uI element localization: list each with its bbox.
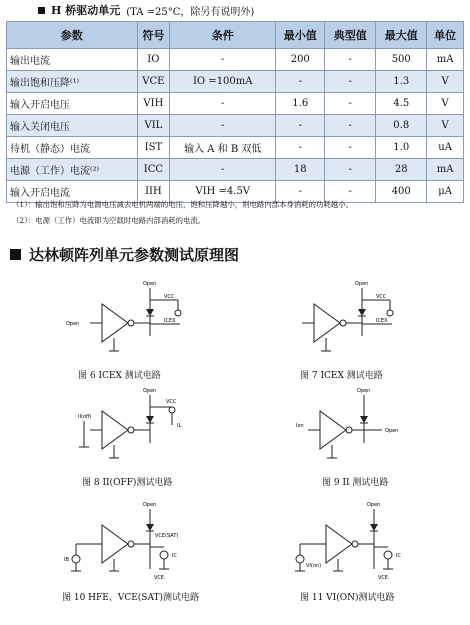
svg-text:VCC: VCC (164, 294, 175, 300)
table-header-cell: 条件 (170, 22, 276, 49)
table-row (7, 115, 464, 137)
table-header-cell: 典型值 (325, 22, 376, 49)
fig7-circuit-diagram (280, 276, 420, 358)
fig8-circuit-diagram (60, 383, 200, 465)
spec-table (6, 21, 464, 203)
section-heading-darlington (10, 244, 239, 265)
table-cell: 18 (276, 159, 325, 181)
svg-text:Open: Open (143, 388, 157, 394)
section-heading-h-bridge (38, 2, 254, 18)
table-cell: - (170, 159, 276, 181)
table-cell: - (170, 115, 276, 137)
table-cell: IO (137, 49, 170, 71)
table-cell: 输入关闭电压 (7, 115, 138, 137)
table-cell: V (427, 115, 464, 137)
table-cell: - (170, 93, 276, 115)
table-cell: 输入 A 和 B 双低 (170, 137, 276, 159)
svg-text:Ion: Ion (296, 423, 304, 429)
table-cell: - (325, 137, 376, 159)
table-cell: 输出电流 (7, 49, 138, 71)
svg-text:VCE(SAT): VCE(SAT) (155, 533, 179, 539)
section-title: H 桥驱动单元 (51, 4, 121, 17)
fig10-caption: 图 10 HFE、VCE(SAT)测试电路 (62, 593, 199, 603)
table-header-cell: 最大值 (376, 22, 427, 49)
table-cell: V (427, 71, 464, 93)
table-cell: - (325, 93, 376, 115)
svg-text:IB: IB (64, 557, 69, 563)
svg-text:IC: IC (396, 553, 401, 559)
table-cell: - (276, 181, 325, 203)
section2-title: 达林顿阵列单元参数测试原理图 (29, 246, 240, 264)
table-header-cell: 符号 (137, 22, 170, 49)
table-cell: VIH =4.5V (170, 181, 276, 203)
table-cell: - (276, 115, 325, 137)
table-cell: mA (427, 159, 464, 181)
fig10-circuit-diagram (60, 497, 200, 582)
table-cell: 输出饱和压降⁽¹⁾ (7, 71, 138, 93)
table-header-cell: 参数 (7, 22, 138, 49)
table-cell: 电源（工作）电流⁽²⁾ (7, 159, 138, 181)
bullet-icon (10, 249, 21, 260)
table-cell: 400 (376, 181, 427, 203)
svg-text:Open: Open (143, 502, 157, 508)
fig9-circuit-diagram (290, 383, 420, 465)
table-row (7, 49, 464, 71)
fig8-caption: 图 8 II(OFF)测试电路 (82, 478, 173, 488)
svg-text:VCE: VCE (154, 575, 165, 581)
svg-text:IC: IC (172, 553, 177, 559)
table-cell: VIH (137, 93, 170, 115)
svg-text:Open: Open (143, 281, 157, 287)
table-cell: V (427, 93, 464, 115)
svg-text:ICEX: ICEX (164, 318, 176, 324)
table-row (7, 137, 464, 159)
bullet-icon (38, 7, 45, 14)
table-cell: - (325, 159, 376, 181)
svg-text:VCE: VCE (378, 575, 389, 581)
table-cell: 1.3 (376, 71, 427, 93)
table-cell: VCE (137, 71, 170, 93)
fig7-caption: 图 7 ICEX 测试电路 (300, 371, 383, 381)
table-cell: μA (427, 181, 464, 203)
svg-text:Open: Open (66, 321, 80, 327)
table-cell: - (325, 71, 376, 93)
table-cell: 28 (376, 159, 427, 181)
fig11-circuit-diagram (280, 497, 420, 582)
table-cell: 4.5 (376, 93, 427, 115)
table-header-cell: 最小值 (276, 22, 325, 49)
fig6-caption: 图 6 ICEX 测试电路 (78, 371, 161, 381)
table-cell: mA (427, 49, 464, 71)
fig6-circuit-diagram (60, 276, 200, 358)
fig11-caption: 图 11 VI(ON)测试电路 (300, 593, 395, 603)
table-header-cell: 单位 (427, 22, 464, 49)
table-cell: ICC (137, 159, 170, 181)
svg-text:Open: Open (357, 388, 371, 394)
table-cell: - (276, 71, 325, 93)
table-row (7, 159, 464, 181)
svg-text:Open: Open (367, 502, 381, 508)
table-cell: uA (427, 137, 464, 159)
table-cell: 0.8 (376, 115, 427, 137)
table-row (7, 93, 464, 115)
table-cell: - (276, 137, 325, 159)
svg-text:VCC: VCC (166, 399, 177, 405)
svg-text:VI(on): VI(on) (306, 563, 322, 569)
svg-text:IL: IL (177, 423, 182, 429)
svg-text:Open: Open (385, 428, 399, 434)
table-cell: - (170, 49, 276, 71)
table-cell: 1.0 (376, 137, 427, 159)
table-cell: 1.6 (276, 93, 325, 115)
note-2: （2）：电源（工作）电流即为空载时电路内部消耗的电流。 (12, 216, 206, 225)
table-cell: 待机（静态）电流 (7, 137, 138, 159)
fig9-caption: 图 9 II 测试电路 (322, 478, 389, 488)
table-cell: 输入开启电流 (7, 181, 138, 203)
svg-text:VCC: VCC (376, 294, 387, 300)
svg-text:II(off): II(off) (78, 414, 92, 420)
table-cell: 500 (376, 49, 427, 71)
note-1: （1）：输出饱和压降为电源电压减去电机两端的电压，饱和压降越小，则电路内部本身消耗的功耗越小。 (12, 200, 353, 209)
table-cell: IIH (137, 181, 170, 203)
table-cell: IO =100mA (170, 71, 276, 93)
table-cell: 输入开启电压 (7, 93, 138, 115)
table-row (7, 71, 464, 93)
table-cell: VIL (137, 115, 170, 137)
section-condition: (TA =25°C，除另有说明外) (126, 6, 255, 18)
svg-text:Open: Open (355, 281, 369, 287)
table-cell: 200 (276, 49, 325, 71)
table-cell: - (325, 49, 376, 71)
table-cell: IST (137, 137, 170, 159)
table-cell: - (325, 115, 376, 137)
table-cell: - (325, 181, 376, 203)
svg-text:ICEX: ICEX (376, 318, 388, 324)
